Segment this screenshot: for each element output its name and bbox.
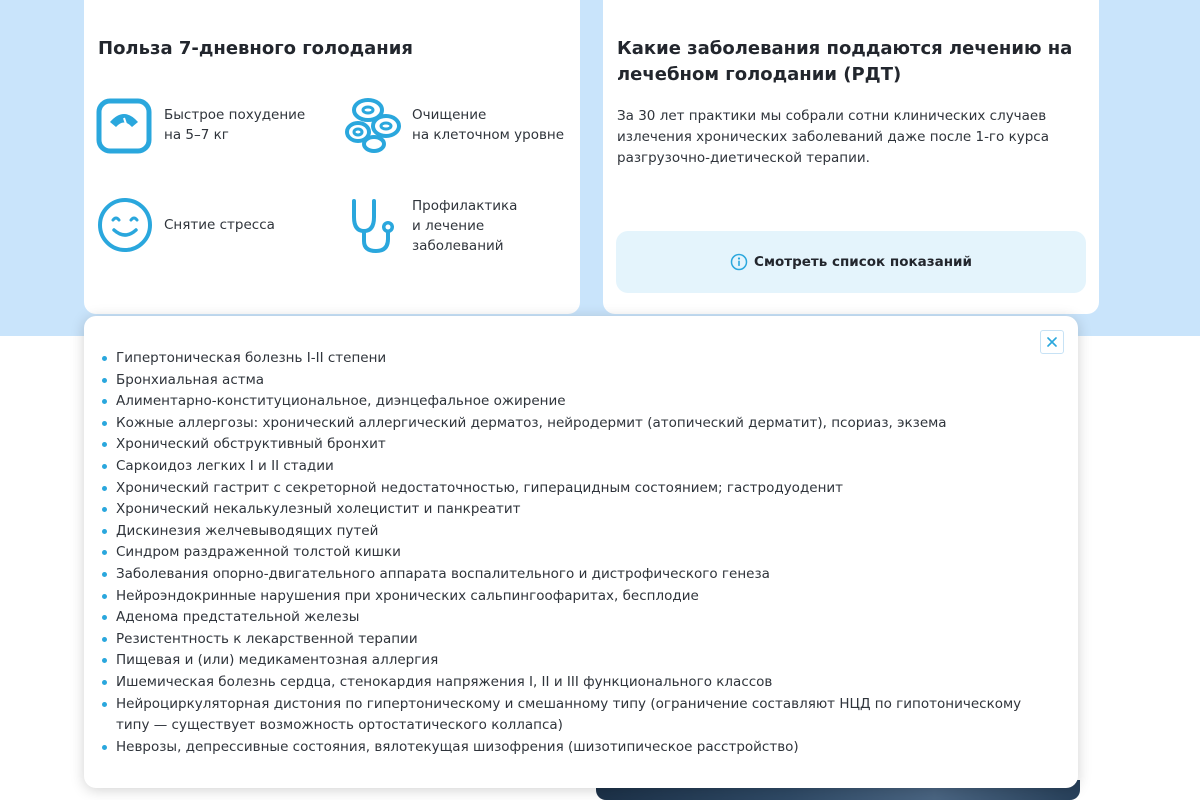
list-item: Хронический некалькулезный холецистит и панкреатит (100, 499, 1040, 521)
list-item: Гипертоническая болезнь I-II степени (100, 348, 1040, 370)
diseases-card (603, 0, 1099, 314)
benefit-disease-prevention (344, 196, 517, 256)
list-item: Неврозы, депрессивные состояния, вялотекущая шизофрения (шизотипическое расстройство) (100, 737, 1040, 759)
benefit-label: Снятие стресса (164, 217, 275, 233)
list-item: Бронхиальная астма (100, 370, 1040, 392)
list-item: Алиментарно-конституциональное, диэнцефальное ожирение (100, 391, 1040, 413)
show-indications-label: Смотреть список показаний (754, 254, 972, 270)
close-icon (1047, 337, 1057, 347)
benefits-title: Польза 7-дневного голодания (98, 38, 413, 59)
list-item: Заболевания опорно-двигательного аппарата воспалительного и дистрофического генеза (100, 564, 1040, 586)
stethoscope-icon (344, 197, 402, 255)
list-item: Ишемическая болезнь сердца, стенокардия напряжения I, II и III функционального классов (100, 672, 1040, 694)
list-item: Синдром раздраженной толстой кишки (100, 542, 1040, 564)
smile-icon (96, 196, 154, 254)
list-item: Пищевая и (или) медикаментозная аллергия (100, 650, 1040, 672)
list-item: Дискинезия желчевыводящих путей (100, 521, 1040, 543)
benefit-cell-cleansing (344, 96, 564, 154)
benefit-label: Профилактика и лечение заболеваний (412, 198, 518, 254)
info-icon (730, 253, 748, 271)
cells-icon (344, 96, 402, 154)
list-item: Аденома предстательной железы (100, 607, 1040, 629)
list-item: Хронический обструктивный бронхит (100, 434, 1040, 456)
benefits-card (84, 0, 580, 314)
list-item: Хронический гастрит с секреторной недостаточностью, гиперацидным состоянием; гастродуоденит (100, 478, 1040, 500)
scale-icon (96, 96, 154, 154)
list-item: Нейроэндокринные нарушения при хронических сальпингоофаритах, бесплодие (100, 586, 1040, 608)
benefit-label: Быстрое похудение на 5–7 кг (164, 107, 306, 143)
show-indications-button[interactable] (616, 231, 1086, 293)
benefit-weight-loss (96, 96, 305, 154)
close-button[interactable] (1040, 330, 1064, 354)
benefit-stress-relief (96, 196, 275, 254)
list-item: Резистентность к лекарственной терапии (100, 629, 1040, 651)
indications-list (100, 348, 1040, 758)
list-item: Саркоидоз легких I и II стадии (100, 456, 1040, 478)
diseases-description: За 30 лет практики мы собрали сотни клинических случаев излечения хронических заболеваний даже после 1-го курса разгрузочно-диетической терапии. (617, 108, 1049, 166)
list-item: Нейроциркуляторная дистония по гипертоническому и смешанному типу (ограничение составляют НЦД по гипотоническому типу — существует возможность ортостатического коллапса) (100, 694, 1040, 737)
diseases-title: Какие заболевания поддаются лечению на лечебном голодании (РДТ) (617, 38, 1073, 85)
benefit-label: Очищение на клеточном уровне (412, 107, 565, 143)
list-item: Кожные аллергозы: хронический аллергический дерматоз, нейродермит (атопический дерматит), псориаз, экзема (100, 413, 1040, 435)
indications-modal (84, 316, 1078, 788)
